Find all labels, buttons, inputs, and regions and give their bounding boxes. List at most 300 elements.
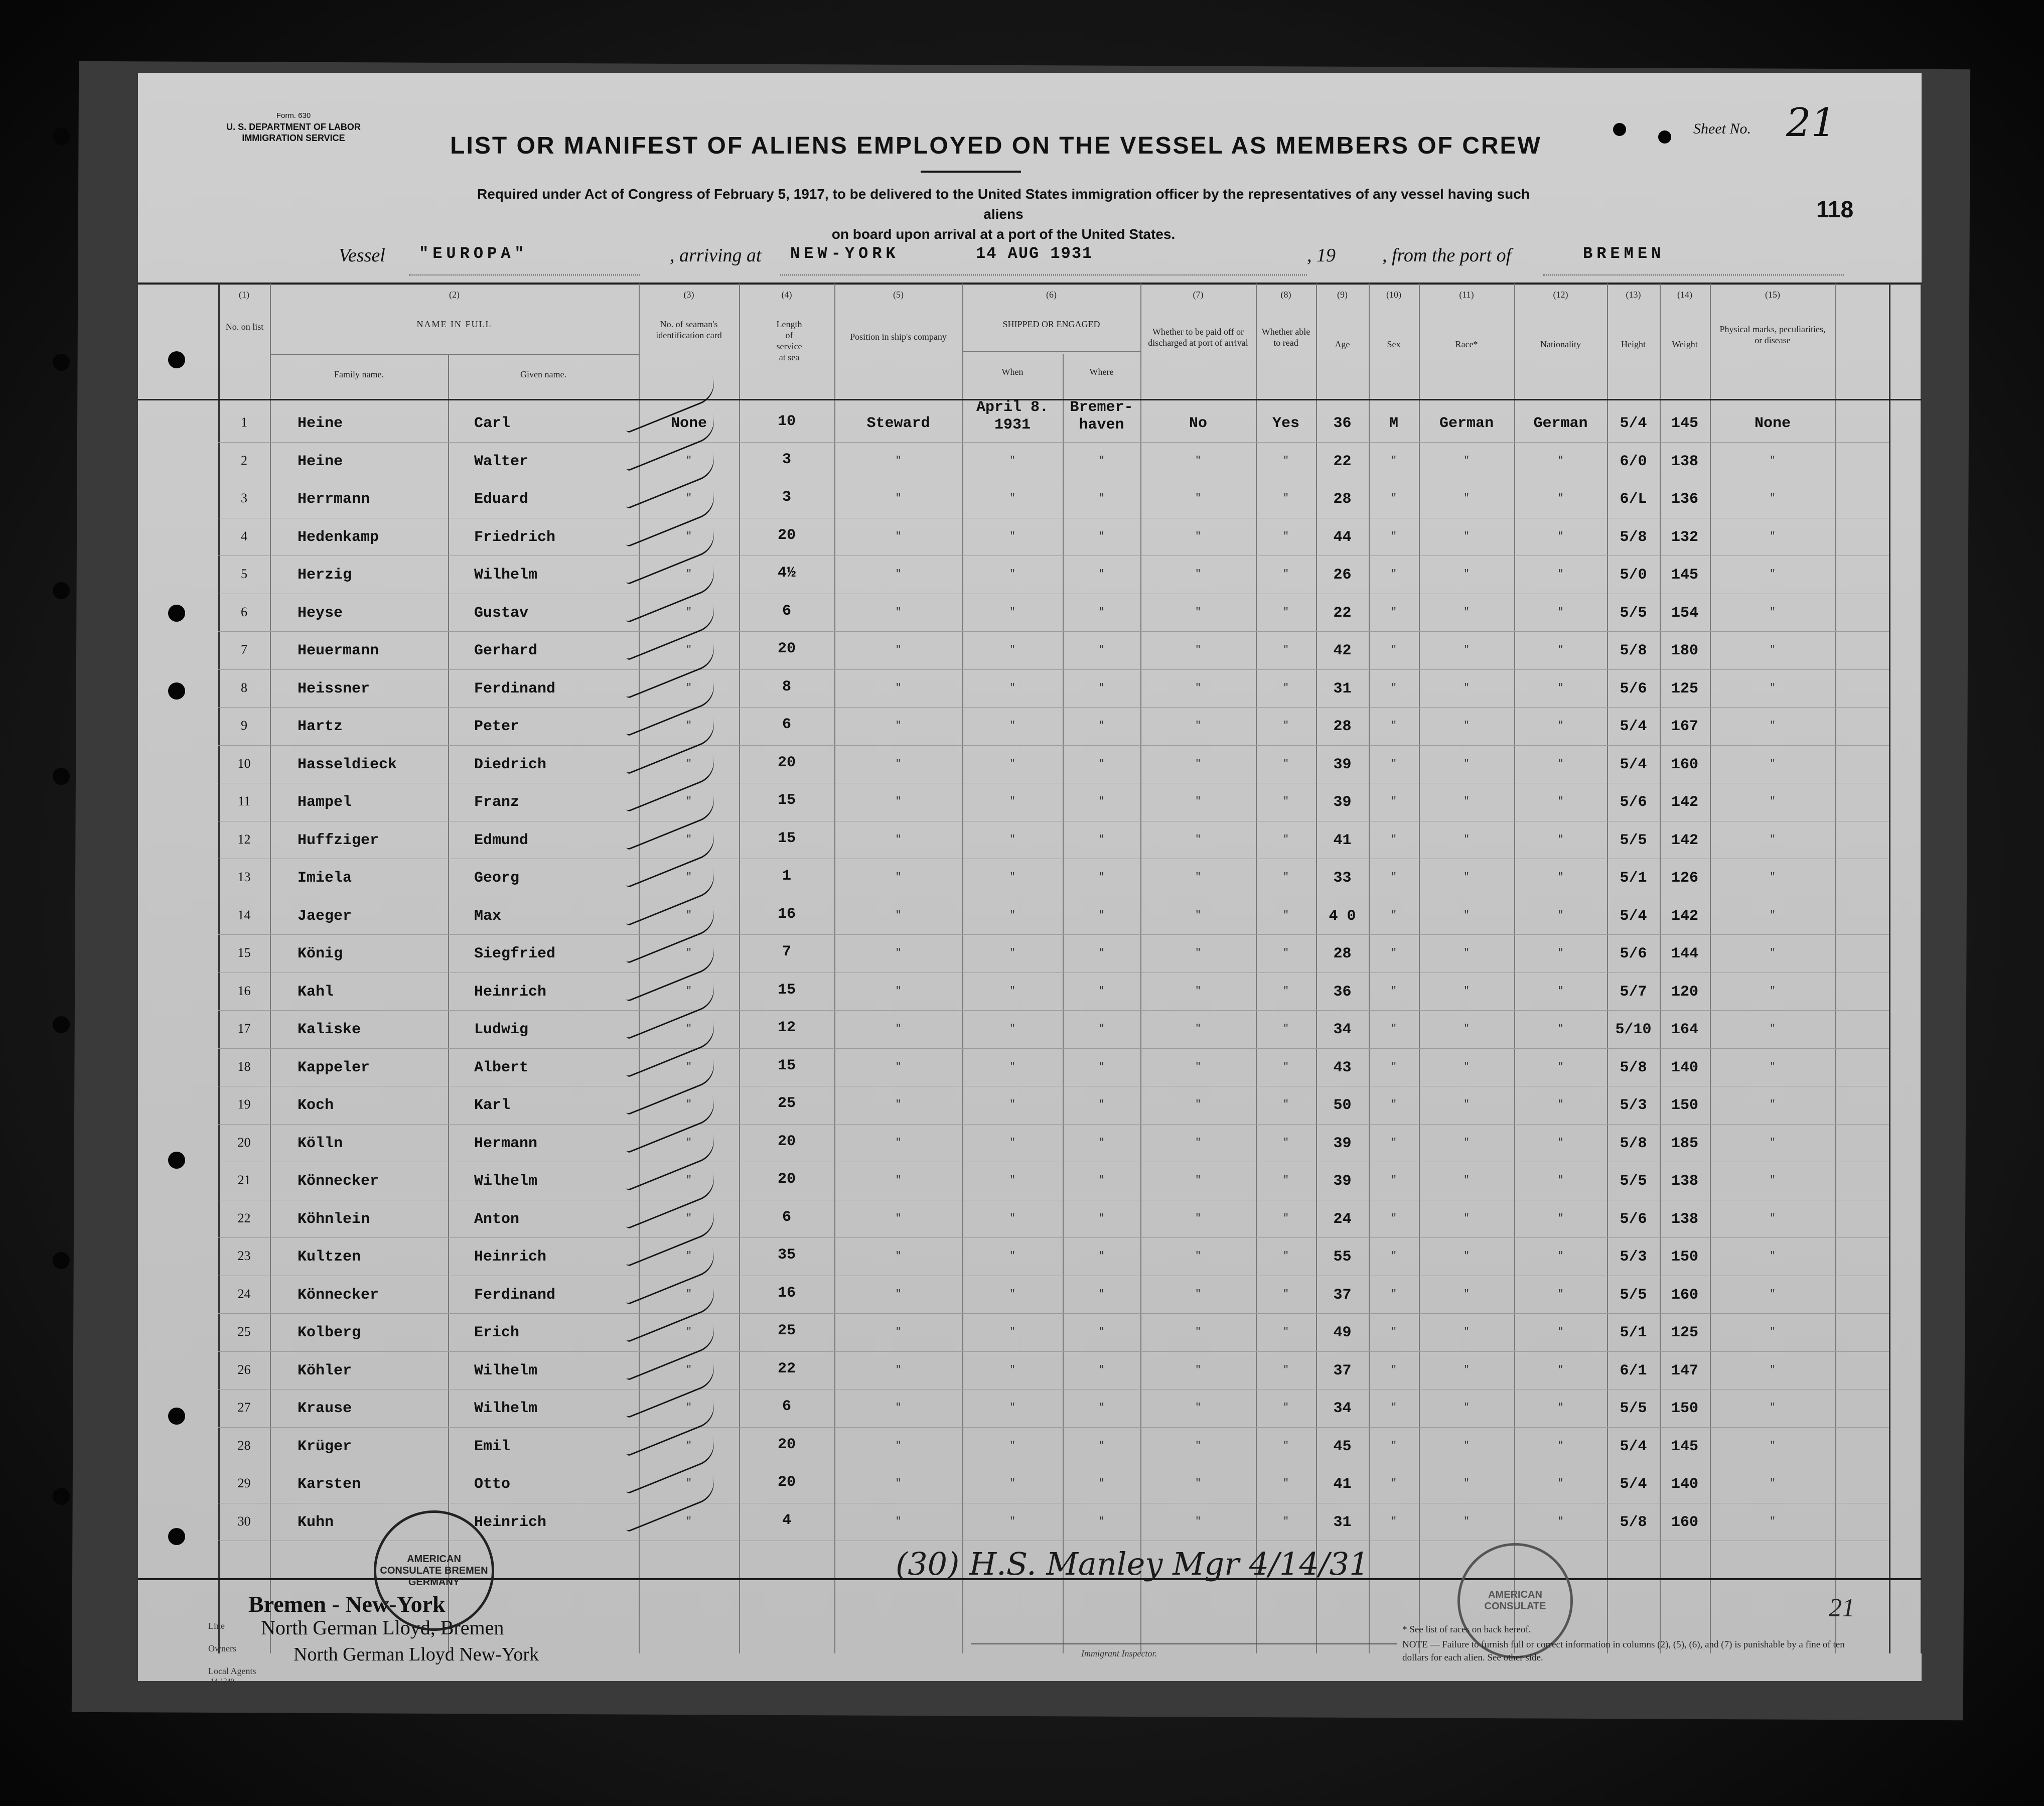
given-name: Franz (474, 794, 520, 811)
height: 5/7 (1620, 983, 1647, 1001)
column-number: (9) (1337, 290, 1348, 300)
column-header: Weight (1672, 339, 1698, 349)
from-underline (1543, 274, 1844, 275)
column-header: Race* (1455, 339, 1478, 349)
punch-hole (53, 1016, 70, 1033)
ditto-mark: " (1098, 947, 1105, 959)
row-number: 28 (237, 1438, 251, 1453)
form-number: Form. 630 (276, 111, 311, 120)
given-name: Heinrich (474, 1248, 547, 1266)
length-of-service: 12 (777, 1019, 796, 1036)
age: 55 (1333, 1248, 1352, 1266)
ditto-mark: " (1098, 985, 1105, 997)
ditto-mark: " (1009, 1478, 1015, 1489)
ditto-mark: " (1769, 530, 1776, 542)
ditto-mark: " (1769, 644, 1776, 656)
ditto-mark: " (1282, 1061, 1289, 1073)
ditto-mark: " (895, 1023, 902, 1035)
row-separator (218, 1313, 1889, 1314)
ditto-mark: " (1557, 682, 1564, 694)
row-separator (218, 631, 1889, 632)
row-number: 25 (237, 1324, 251, 1339)
ditto-mark: " (1769, 1364, 1776, 1376)
shipped-when-year: 1931 (994, 416, 1031, 434)
height: 6/0 (1620, 453, 1647, 470)
ditto-mark: " (1769, 1175, 1776, 1186)
ditto-mark: " (1769, 1099, 1776, 1110)
ditto-mark: " (1195, 1061, 1201, 1073)
length-of-service: 6 (782, 1208, 791, 1226)
ditto-mark: " (1009, 947, 1015, 959)
length-of-service: 16 (777, 905, 796, 923)
ditto-mark: " (1463, 1478, 1470, 1489)
row-number: 18 (237, 1059, 251, 1074)
row-separator (218, 707, 1889, 708)
family-name: Karsten (298, 1476, 361, 1493)
column-header: No. on list (225, 322, 264, 332)
length-of-service: 20 (777, 1474, 796, 1491)
family-name: Hedenkamp (298, 528, 379, 546)
ditto-mark: " (1098, 796, 1105, 807)
ditto-mark: " (1009, 758, 1015, 770)
column-header: Physical marks, peculiarities, or disease (1719, 324, 1826, 345)
age: 31 (1333, 680, 1352, 698)
ditto-mark: " (1282, 682, 1289, 694)
ditto-mark: " (1769, 909, 1776, 921)
ditto-mark: " (1009, 569, 1015, 580)
height: 5/4 (1620, 1438, 1647, 1455)
vessel-line (339, 244, 1844, 274)
family-name: Hartz (298, 718, 343, 735)
ditto-mark: " (1557, 947, 1564, 959)
ditto-mark: " (1557, 1402, 1564, 1414)
consulate-stamp (374, 1510, 494, 1631)
ditto-mark: " (1282, 1175, 1289, 1186)
ditto-mark: " (1282, 872, 1289, 883)
ditto-mark: " (1195, 833, 1201, 846)
punch-hole (53, 768, 70, 785)
ditto-mark: " (895, 758, 902, 770)
ditto-mark: " (1557, 569, 1564, 580)
ditto-mark: " (1557, 1175, 1564, 1186)
given-name: Anton (474, 1210, 520, 1228)
ditto-mark: " (1557, 1212, 1564, 1224)
row-number: 3 (241, 491, 247, 505)
inspector-label: Immigrant Inspector. (1081, 1648, 1157, 1658)
age: 37 (1333, 1286, 1352, 1304)
height: 5/10 (1615, 1021, 1652, 1038)
ditto-mark: " (1557, 1478, 1564, 1489)
family-name: Heissner (298, 680, 370, 698)
height: 5/8 (1620, 1135, 1647, 1152)
column-number: (13) (1626, 290, 1641, 300)
row-separator (218, 1048, 1889, 1049)
ditto-mark: " (1098, 606, 1105, 618)
row-number: 20 (237, 1135, 251, 1150)
family-name: Koch (298, 1097, 334, 1114)
given-name: Siegfried (474, 945, 556, 962)
ditto-mark: " (1463, 682, 1470, 694)
ditto-mark: " (685, 530, 692, 542)
arriving-label: , arriving at (670, 245, 762, 266)
height: 5/5 (1620, 604, 1647, 622)
given-name: Peter (474, 718, 520, 735)
ditto-mark: " (1463, 985, 1470, 997)
ditto-mark: " (1769, 1478, 1776, 1489)
length-of-service: 4½ (777, 565, 796, 582)
ditto-mark: " (895, 569, 902, 580)
ditto-mark: " (1463, 1175, 1470, 1186)
ditto-mark: " (1769, 985, 1776, 997)
ditto-mark: " (1463, 1212, 1470, 1224)
ditto-mark: " (685, 758, 692, 770)
column-header: Length of service at sea (776, 319, 802, 362)
row-separator (218, 669, 1889, 670)
ditto-mark: " (1463, 1251, 1470, 1262)
height: 5/4 (1620, 1476, 1647, 1493)
ditto-mark: " (1390, 455, 1397, 467)
ditto-mark: " (895, 872, 902, 883)
line-label: Line (208, 1621, 225, 1631)
ditto-mark: " (1463, 644, 1470, 656)
ditto-mark: " (1557, 833, 1564, 846)
row-separator (218, 1124, 1889, 1125)
ditto-mark: " (1390, 606, 1397, 618)
ditto-mark: " (1009, 493, 1015, 504)
ditto-mark: " (1195, 1099, 1201, 1110)
row-separator (218, 1010, 1889, 1011)
row-separator (218, 934, 1889, 935)
consulate-stamp-text: AMERICAN CONSULATE BREMEN GERMANY (380, 1553, 488, 1588)
weight: 167 (1671, 718, 1698, 735)
ditto-mark: " (1557, 1251, 1564, 1262)
ditto-mark: " (1463, 606, 1470, 618)
ditto-mark: " (1098, 758, 1105, 770)
ditto-mark: " (685, 606, 692, 618)
column-number: (12) (1553, 290, 1568, 300)
agents-code: 14-1240 (211, 1678, 234, 1685)
ditto-mark: " (895, 493, 902, 504)
row-number: 17 (237, 1021, 251, 1036)
ditto-mark: " (895, 1251, 902, 1262)
given-name: Heinrich (474, 1513, 547, 1531)
row-number: 19 (237, 1097, 251, 1112)
ditto-mark: " (1195, 682, 1201, 694)
ditto-mark: " (895, 720, 902, 732)
length-of-service: 15 (777, 829, 796, 847)
ditto-mark: " (895, 1061, 902, 1073)
ditto-mark: " (895, 1175, 902, 1186)
ditto-mark: " (1463, 1023, 1470, 1035)
ditto-mark: " (895, 909, 902, 921)
ditto-mark: " (1195, 1326, 1201, 1338)
ditto-mark: " (895, 947, 902, 959)
ditto-mark: " (685, 720, 692, 732)
given-name: Wilhelm (474, 1173, 538, 1190)
ditto-mark: " (1009, 833, 1015, 846)
ditto-mark: " (1463, 1099, 1470, 1110)
length-of-service: 4 (782, 1511, 791, 1529)
ditto-mark: " (1195, 644, 1201, 656)
ditto-mark: " (1009, 1326, 1015, 1338)
ditto-mark: " (1195, 985, 1201, 997)
ditto-mark: " (1282, 530, 1289, 542)
given-name: Walter (474, 453, 529, 470)
ditto-mark: " (685, 1251, 692, 1262)
ditto-mark: " (1463, 720, 1470, 732)
ditto-mark: " (1195, 1478, 1201, 1489)
sex: M (1389, 415, 1398, 432)
length-of-service: 25 (777, 1095, 796, 1112)
able-to-read: Yes (1272, 415, 1299, 432)
family-name: Heine (298, 453, 343, 470)
age: 41 (1333, 1476, 1352, 1493)
column-number: (4) (781, 290, 792, 300)
height: 5/4 (1620, 756, 1647, 773)
row-separator (218, 1389, 1889, 1390)
title-divider (921, 171, 1021, 173)
ditto-mark: " (1098, 1175, 1105, 1186)
ditto-mark: " (1009, 1288, 1015, 1300)
ditto-mark: " (1195, 1288, 1201, 1300)
height: 5/0 (1620, 567, 1647, 584)
column-number: (15) (1765, 290, 1780, 300)
family-name: Herzig (298, 567, 352, 584)
ditto-mark: " (1390, 1440, 1397, 1452)
family-name: Imiela (298, 870, 352, 887)
row-number: 13 (237, 870, 251, 884)
ditto-mark: " (1390, 985, 1397, 997)
ditto-mark: " (1009, 1023, 1015, 1035)
ditto-mark: " (1557, 1515, 1564, 1527)
ditto-mark: " (1390, 493, 1397, 504)
grid-line (1835, 284, 1836, 1653)
ditto-mark: " (685, 1137, 692, 1149)
column-subheader: Given name. (520, 369, 566, 379)
ditto-mark: " (685, 682, 692, 694)
ditto-mark: " (685, 1364, 692, 1376)
manifest-sheet (138, 73, 1922, 1685)
family-name: Köhnlein (298, 1210, 370, 1228)
family-name: Krüger (298, 1438, 352, 1455)
age: 28 (1333, 945, 1352, 962)
weight: 138 (1671, 1210, 1698, 1228)
row-number: 7 (241, 642, 247, 657)
vessel-underline (409, 274, 640, 275)
ditto-mark: " (1282, 1023, 1289, 1035)
ditto-mark: " (1463, 833, 1470, 846)
ditto-mark: " (895, 1515, 902, 1527)
height: 5/8 (1620, 528, 1647, 546)
age: 49 (1333, 1324, 1352, 1341)
ditto-mark: " (1282, 796, 1289, 807)
ditto-mark: " (895, 606, 902, 618)
family-name: Kappeler (298, 1059, 370, 1076)
stamped-page-number: 118 (1816, 196, 1854, 222)
paid-off: No (1189, 415, 1207, 432)
height: 5/3 (1620, 1097, 1647, 1114)
ditto-mark: " (1557, 985, 1564, 997)
owners-label: Owners (208, 1643, 236, 1653)
ditto-mark: " (1769, 1402, 1776, 1414)
ditto-mark: " (1098, 644, 1105, 656)
punch-hole (53, 354, 70, 371)
weight: 142 (1671, 794, 1698, 811)
ditto-mark: " (1195, 1440, 1201, 1452)
row-number: 15 (237, 945, 251, 960)
length-of-service: 20 (777, 526, 796, 544)
punch-hole (168, 1528, 185, 1545)
ditto-mark: " (1098, 530, 1105, 542)
length-of-service: 20 (777, 754, 796, 771)
row-number: 1 (241, 415, 247, 430)
family-name: Kaliske (298, 1021, 361, 1038)
ditto-mark: " (1195, 1023, 1201, 1035)
ditto-mark: " (1769, 758, 1776, 770)
column-subheader: Family name. (334, 369, 384, 379)
ditto-mark: " (1769, 1137, 1776, 1149)
family-name: Herrmann (298, 491, 370, 508)
vessel-name: "EUROPA" (419, 244, 528, 263)
age: 22 (1333, 604, 1352, 622)
ditto-mark: " (685, 569, 692, 580)
arrival-date-stamp: 14 AUG 1931 (976, 244, 1093, 263)
ditto-mark: " (1390, 909, 1397, 921)
ditto-mark: " (1009, 644, 1015, 656)
ditto-mark: " (1390, 833, 1397, 846)
ditto-mark: " (1009, 796, 1015, 807)
weight: 147 (1671, 1362, 1698, 1379)
ditto-mark: " (1282, 985, 1289, 997)
ditto-mark: " (1557, 1099, 1564, 1110)
shipped-where-2: haven (1079, 416, 1124, 434)
ditto-mark: " (1390, 1099, 1397, 1110)
age: 45 (1333, 1438, 1352, 1455)
weight: 160 (1671, 1513, 1698, 1531)
ditto-mark: " (1769, 1288, 1776, 1300)
given-name: Otto (474, 1476, 511, 1493)
row-number: 27 (237, 1400, 251, 1415)
weight: 125 (1671, 680, 1698, 698)
age: 50 (1333, 1097, 1352, 1114)
position: Steward (866, 415, 930, 432)
age: 37 (1333, 1362, 1352, 1379)
ditto-mark: " (1390, 1288, 1397, 1300)
length-of-service: 15 (777, 792, 796, 809)
length-of-service: 3 (782, 489, 791, 506)
height: 5/3 (1620, 1248, 1647, 1266)
given-name: Ludwig (474, 1021, 529, 1038)
length-of-service: 6 (782, 716, 791, 733)
height: 5/1 (1620, 1324, 1647, 1341)
row-number: 2 (241, 453, 247, 468)
row-number: 11 (237, 794, 251, 808)
length-of-service: 20 (777, 1436, 796, 1453)
ditto-mark: " (1463, 455, 1470, 467)
weight: 154 (1671, 604, 1698, 622)
height: 5/5 (1620, 1400, 1647, 1417)
length-of-service: 6 (782, 602, 791, 620)
given-name: Max (474, 907, 502, 925)
weight: 126 (1671, 870, 1698, 887)
from-port-label: , from the port of (1382, 245, 1512, 266)
from-port: BREMEN (1583, 244, 1665, 263)
grid-line (448, 354, 449, 1653)
ditto-mark: " (895, 1326, 902, 1338)
ditto-mark: " (1195, 947, 1201, 959)
given-name: Eduard (474, 491, 529, 508)
ditto-mark: " (1009, 1175, 1015, 1186)
length-of-service: 3 (782, 451, 791, 468)
ditto-mark: " (1282, 1251, 1289, 1262)
punch-hole (53, 1252, 70, 1269)
height: 5/4 (1620, 415, 1647, 432)
ditto-mark: " (1195, 796, 1201, 807)
ditto-mark: " (1098, 1137, 1105, 1149)
ditto-mark: " (1390, 1212, 1397, 1224)
year-label: , 19 (1307, 245, 1336, 266)
agents-value: North German Lloyd New-York (294, 1644, 539, 1665)
ditto-mark: " (1557, 1326, 1564, 1338)
ditto-mark: " (1557, 909, 1564, 921)
height: 5/6 (1620, 680, 1647, 698)
ditto-mark: " (1098, 1099, 1105, 1110)
ditto-mark: " (1282, 569, 1289, 580)
ditto-mark: " (1769, 796, 1776, 807)
ditto-mark: " (1769, 1251, 1776, 1262)
age: 41 (1333, 831, 1352, 849)
age: 34 (1333, 1021, 1352, 1038)
height: 5/5 (1620, 1173, 1647, 1190)
weight: 140 (1671, 1476, 1698, 1493)
row-number: 23 (237, 1248, 251, 1263)
column-header: Whether able to read (1261, 327, 1310, 348)
given-name: Albert (474, 1059, 529, 1076)
ditto-mark: " (895, 1440, 902, 1452)
ditto-mark: " (1282, 1364, 1289, 1376)
family-name: Kahl (298, 983, 334, 1001)
ditto-mark: " (1557, 720, 1564, 732)
column-header: Sex (1387, 339, 1401, 349)
ditto-mark: " (685, 1212, 692, 1224)
weight: 138 (1671, 453, 1698, 470)
ditto-mark: " (1390, 947, 1397, 959)
line-value: Bremen - New-York (248, 1591, 446, 1617)
row-number: 21 (237, 1173, 251, 1187)
ditto-mark: " (1463, 1061, 1470, 1073)
ditto-mark: " (1769, 569, 1776, 580)
ditto-mark: " (1195, 569, 1201, 580)
column-number: (11) (1459, 290, 1474, 300)
ditto-mark: " (1195, 1137, 1201, 1149)
row-number: 24 (237, 1286, 251, 1301)
penalty-note: NOTE — Failure to furnish full or correct information in columns (2), (5), (6), and (7) is punishable by a fine of ten dollars for each alien. See other side. (1402, 1639, 1845, 1663)
ditto-mark: " (685, 493, 692, 504)
ditto-mark: " (1557, 493, 1564, 504)
ditto-mark: " (1195, 872, 1201, 883)
ditto-mark: " (1098, 1251, 1105, 1262)
ditto-mark: " (1463, 569, 1470, 580)
column-number: (3) (683, 290, 694, 300)
weight: 125 (1671, 1324, 1698, 1341)
length-of-service: 15 (777, 981, 796, 999)
weight: 150 (1671, 1097, 1698, 1114)
family-name: Heine (298, 415, 343, 432)
weight: 164 (1671, 1021, 1698, 1038)
ditto-mark: " (1557, 796, 1564, 807)
punch-hole (168, 1152, 185, 1169)
ditto-mark: " (685, 872, 692, 883)
